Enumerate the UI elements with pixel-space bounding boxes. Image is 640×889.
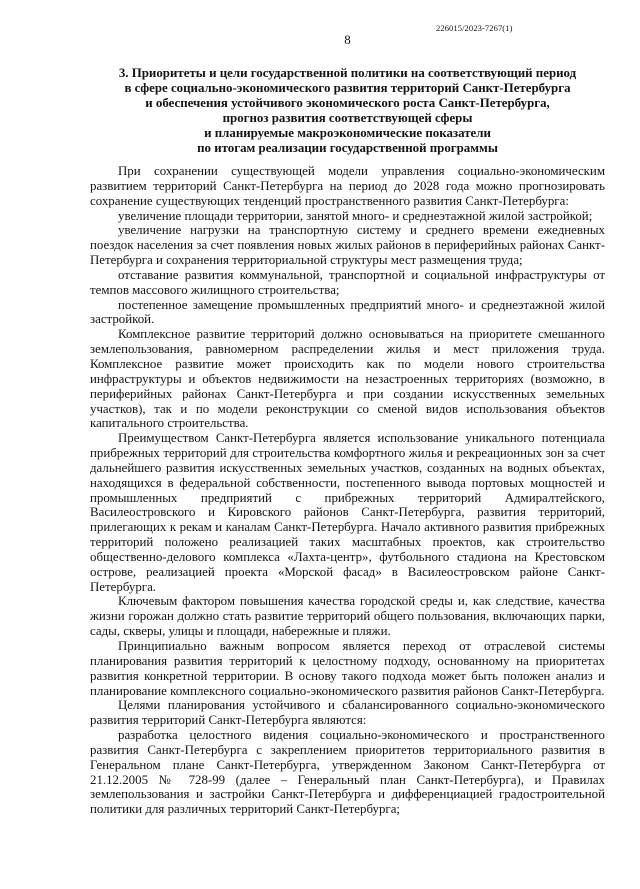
paragraph-planning-approach: Принципиально важным вопросом является переход от отраслевой системы планирования развития территорий к целостному подходу, основанному на приоритетах развития конкретной территории. В основу такого подхода может быть положен анализ и планирование комплексного социально-экономического развития районов Санкт-Петербурга. [90, 639, 605, 698]
section-heading-line: и планируемые макроэкономические показатели [204, 126, 491, 140]
section-heading-line: и обеспечения устойчивого экономического роста Санкт-Петербурга, [145, 96, 550, 110]
section-heading [90, 66, 605, 156]
section-heading-line: по итогам реализации государственной программы [197, 141, 498, 155]
paragraph-urban-environment: Ключевым фактором повышения качества городской среды и, как следствие, качества жизни горожан должно стать развитие территорий общего пользования, включающих парки, сады, скверы, улицы и площади, набережные и пляжи. [90, 594, 605, 639]
list-item-trend: увеличение нагрузки на транспортную систему и среднего времени ежедневных поездок населения за счет появления новых жилых районов в периферийных районах Санкт-Петербурга и сохранения территориальной структуры мест размещения труда; [90, 223, 605, 268]
page-number: 8 [344, 32, 351, 47]
paragraph-planning-goals: Целями планирования устойчивого и сбалансированного социально-экономического развития территорий Санкт-Петербурга являются: [90, 698, 605, 728]
paragraph-intro: При сохранении существующей модели управления социально-экономическим развитием территорий Санкт-Петербурга на период до 2028 года можно прогнозировать сохранение существующих тенденций пространственного развития Санкт-Петербурга: [90, 164, 605, 208]
section-heading-line: прогноз развития соответствующей сферы [222, 111, 473, 125]
list-item-trend: отставание развития коммунальной, транспортной и социальной инфраструктуры от темпов массового жилищного строительства; [90, 267, 605, 297]
list-item-trend: увеличение площади территории, занятой много- и среднеэтажной жилой застройкой; [118, 208, 593, 223]
paragraph-complex-development: Комплексное развитие территорий должно основываться на приоритете смешанного землепользования, равномерном распределении жилья и мест приложения труда. Комплексное развитие может происходить как по модели нового строительства инфраструктуры и объектов недвижимости на незастроенных территориях (возможно, в периферийных районах Санкт-Петербурга и при создании искусственных земельных участков), так и по модели реконструкции со сменой видов использования объектов капитального строительства. [90, 327, 605, 431]
section-heading-line: в сфере социально-экономического развития территорий Санкт-Петербурга [124, 81, 571, 95]
document-registration-number: 226015/2023-7267(1) [436, 23, 513, 33]
body-text [90, 164, 605, 817]
list-item-goal: разработка целостного видения социально-экономического и пространственного развития Санкт-Петербурга с закреплением приоритетов территориального развития в Генеральном плане Санкт-Петербурга, утвержденном Законом Санкт-Петербурга от 21.12.2005 № 728-99 (далее – Генеральный план Санкт-Петербурга), и Правилах землепользования и застройки Санкт-Петербурга и дифференциацией градостроительной политики для различных территорий Санкт-Петербурга; [90, 728, 605, 817]
list-item-trend: постепенное замещение промышленных предприятий много- и среднеэтажной жилой застройкой. [90, 297, 605, 327]
paragraph-coastal-territories: Преимуществом Санкт-Петербурга является использование уникального потенциала прибрежных территорий для строительства комфортного жилья и рекреационных зон за счет дальнейшего развития искусственных земельных участков, созданных на водных объектах, находящихся в федеральной собственности, постепенного вывода портовых мощностей и промышленных предприятий с прибрежных территорий Адмиралтейского, Василеостровского и Кировского районов Санкт-Петербурга, развития территорий, прилегающих к рекам и каналам Санкт-Петербурга. Начало активного развития прибрежных территорий положено реализацией таких масштабных проектов, как строительство общественно-делового комплекса «Лахта-центр», футбольного стадиона на Крестовском острове, реализацией проекта «Морской фасад» в Василеостровском районе Санкт-Петербурга. [90, 431, 605, 594]
section-heading-line: 3. Приоритеты и цели государственной политики на соответствующий период [118, 66, 577, 80]
